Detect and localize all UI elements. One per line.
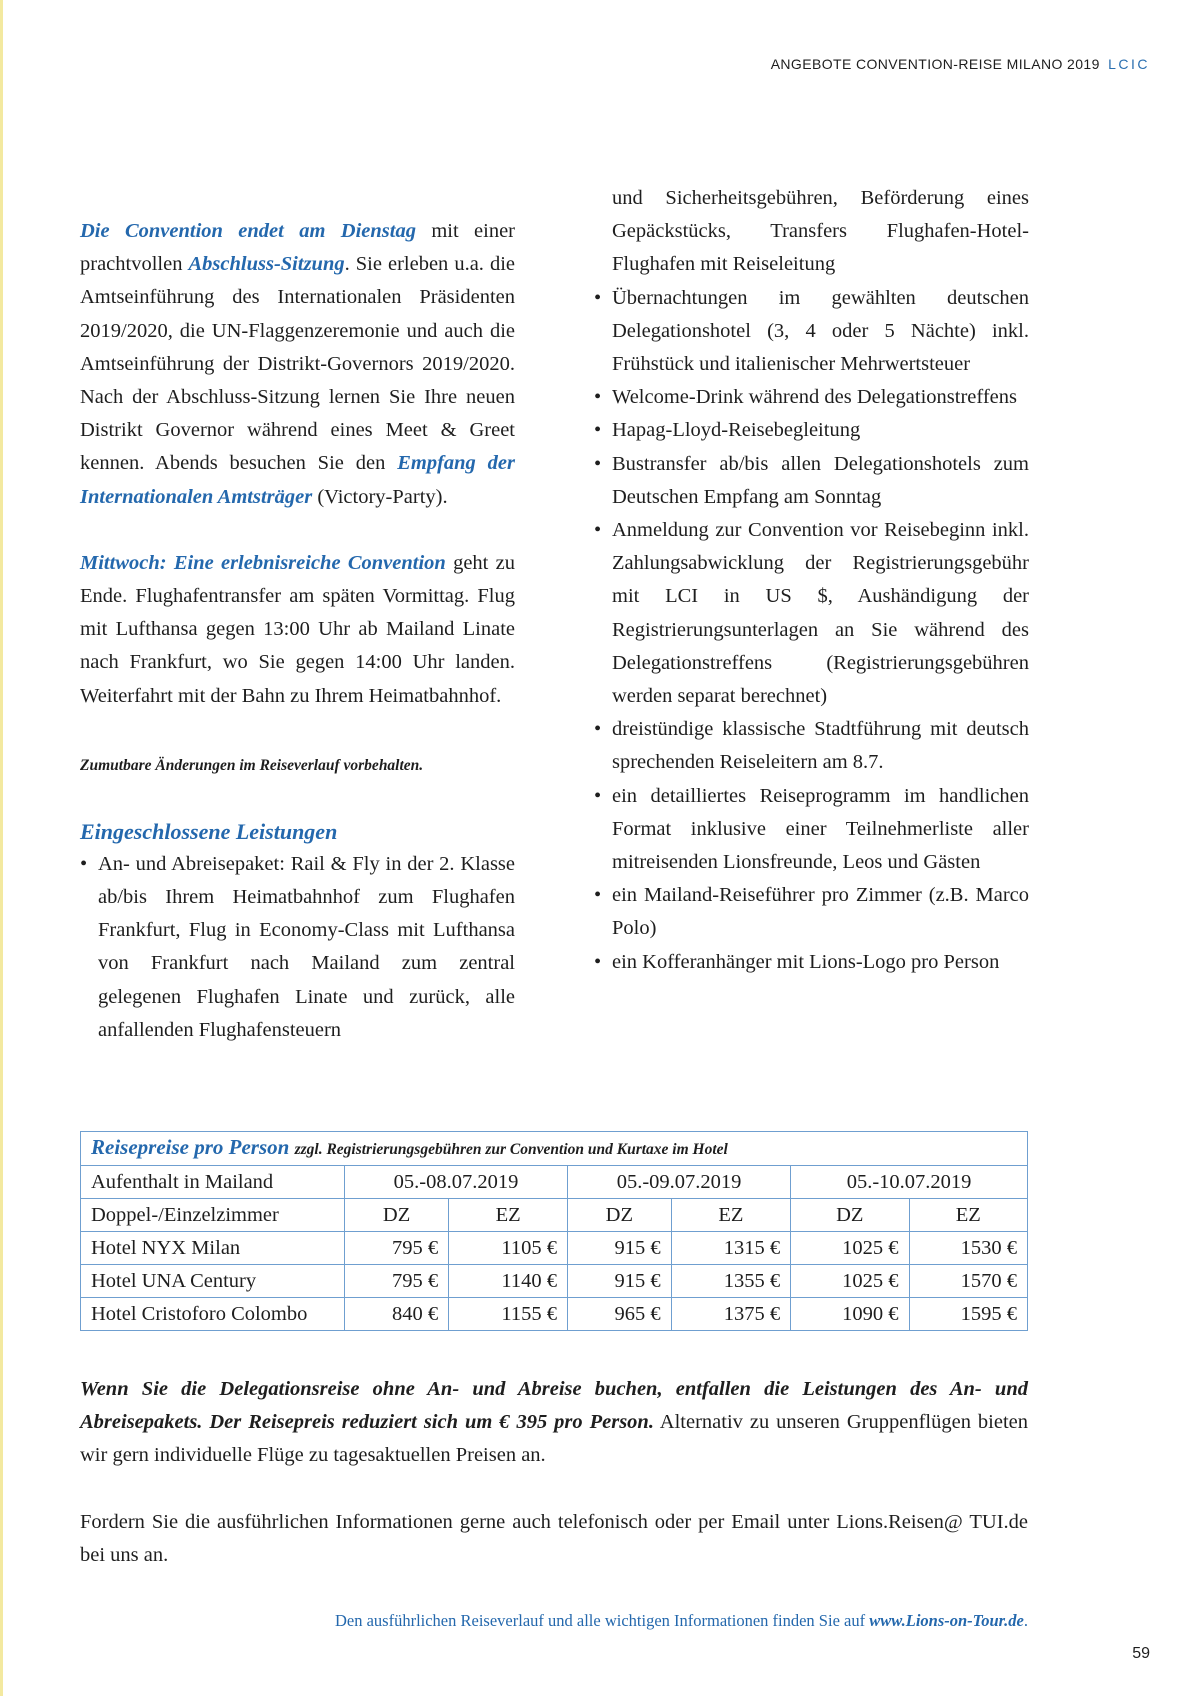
text-segment: (Victory-Party). (312, 485, 448, 508)
table-title: Reisepreise pro Person (91, 1135, 290, 1159)
discount-bold: Wenn Sie die Delegationsreise ohne An- und Abreise buchen, entfallen die Leistungen des An- und Abreisepakets. Der Reisepreis reduziert sich um € 395 pro Person. (80, 1378, 1028, 1434)
header-title: ANGEBOTE CONVENTION-REISE MILANO 2019 (770, 56, 1100, 72)
price-cell: 1570 € (909, 1265, 1027, 1298)
price-cell: 1025 € (791, 1265, 909, 1298)
highlight-convention-end: Die Convention endet am Dienstag (80, 220, 416, 242)
room-type-header: DZ (345, 1199, 449, 1232)
table-row-periods (81, 1166, 1028, 1199)
price-cell: 1140 € (449, 1265, 568, 1298)
hotel-name: Hotel Cristoforo Colombo (81, 1298, 345, 1331)
services-list-right (594, 282, 1029, 979)
paragraph-wednesday (80, 547, 515, 713)
room-type-header: EZ (671, 1199, 790, 1232)
price-cell: 1090 € (791, 1298, 909, 1331)
page-edge-line (0, 0, 3, 1696)
list-item: • Welcome-Drink während des Delegationstreffens (594, 381, 1029, 414)
text-segment: . Sie erleben u.a. die Amtseinführung des Internationalen Präsidenten 2019/2020, die UN-Flaggenzeremonie und auch die Amtseinführung der Distrikt-Governors 2019/2020. Nach der Abschluss-Sitzung lernen Sie Ihre neuen Distrikt Governor während eines Meet & Greet kennen. Abends besuchen Sie den (80, 253, 515, 475)
table-row (81, 1232, 1028, 1265)
list-item: • Hapag-Lloyd-Reisebegleitung (594, 414, 1029, 447)
price-cell: 1155 € (449, 1298, 568, 1331)
period-header: 05.-09.07.2019 (568, 1166, 791, 1199)
period-header: 05.-10.07.2019 (791, 1166, 1028, 1199)
price-cell: 795 € (345, 1265, 449, 1298)
room-type-header: EZ (449, 1199, 568, 1232)
table-row-room-types (81, 1199, 1028, 1232)
table-title-row (81, 1132, 1028, 1166)
paragraph-closing-session (80, 215, 515, 514)
list-item: • ein detailliertes Reiseprogramm im handlichen Format inklusive einer Teilnehmerliste aller mitreisenden Lionsfreunde, Leos und Gästen (594, 780, 1029, 880)
price-cell: 1025 € (791, 1232, 909, 1265)
changes-note: Zumutbare Änderungen im Reiseverlauf vorbehalten. (80, 756, 424, 774)
price-cell: 965 € (568, 1298, 672, 1331)
header-brand: LCIC (1108, 56, 1150, 72)
table-row (81, 1265, 1028, 1298)
hotel-name: Hotel UNA Century (81, 1265, 345, 1298)
period-header: 05.-08.07.2019 (345, 1166, 568, 1199)
list-item: • dreistündige klassische Stadtführung mit deutsch sprechenden Reiseleitern am 8.7. (594, 713, 1029, 779)
page-number: 59 (1132, 1645, 1150, 1662)
price-table (80, 1131, 1028, 1331)
footer-text: Den ausführlichen Reiseverlauf und alle wichtigen Informationen finden Sie auf (334, 1611, 870, 1630)
running-header (771, 56, 1150, 72)
price-cell: 840 € (345, 1298, 449, 1331)
right-column (594, 182, 1029, 979)
room-type-header: DZ (791, 1199, 909, 1232)
stay-label: Aufenthalt in Mailand (81, 1166, 345, 1199)
bullet-continuation: und Sicherheitsgebühren, Beförderung eines Gepäckstücks, Transfers Flughafen-Hotel-Flughafen mit Reiseleitung (612, 187, 1029, 276)
table-row (81, 1298, 1028, 1331)
text-segment: geht zu Ende. Flughafentransfer am späten Vormittag. Flug mit Lufthansa gegen 13:00 Uhr ab Mailand Linate nach Frankfurt, wo Sie gegen 14:00 Uhr landen. Weiterfahrt mit der Bahn zu Ihrem Heimatbahnhof. (80, 551, 515, 707)
room-label: Doppel-/Einzelzimmer (81, 1199, 345, 1232)
list-item: • ein Mailand-Reiseführer pro Zimmer (z.B. Marco Polo) (594, 879, 1029, 945)
table-title-cell (81, 1132, 1028, 1166)
footer-end: . (1023, 1611, 1028, 1630)
room-type-header: EZ (909, 1199, 1027, 1232)
list-item: • ein Kofferanhänger mit Lions-Logo pro Person (594, 946, 1029, 979)
price-cell: 1530 € (909, 1232, 1027, 1265)
price-cell: 1355 € (671, 1265, 790, 1298)
price-cell: 1315 € (671, 1232, 790, 1265)
price-cell: 1105 € (449, 1232, 568, 1265)
contact-text: Fordern Sie die ausführlichen Informationen gerne auch telefonisch oder per Email unter Lions.Reisen@ TUI.de bei uns an. (80, 1511, 1028, 1567)
discount-paragraph (80, 1373, 1028, 1473)
website-link[interactable]: www.Lions-on-Tour.de (869, 1611, 1024, 1630)
highlight-wednesday: Mittwoch: Eine erlebnisreiche Convention (80, 551, 446, 574)
footer-note (335, 1611, 1028, 1631)
highlight-reception: Empfang der Internationalen Amtsträger (80, 452, 515, 508)
hotel-name: Hotel NYX Milan (81, 1232, 345, 1265)
list-item: • Übernachtungen im gewählten deutschen Delegationshotel (3, 4 oder 5 Nächte) inkl. Frühstück und italienischer Mehrwertsteuer (594, 282, 1029, 382)
price-cell: 915 € (568, 1265, 672, 1298)
list-item: • Anmeldung zur Convention vor Reisebeginn inkl. Zahlungsabwicklung der Registrierungsgebühr mit LCI in US $, Aushändigung der Registrierungsunterlagen an Sie während des Delegationstreffens (Registrierungsgebühren werden separat berechnet) (594, 514, 1029, 713)
table-subtitle: zzgl. Registrierungsgebühren zur Convention und Kurtaxe im Hotel (294, 1141, 728, 1158)
price-cell: 915 € (568, 1232, 672, 1265)
text-segment: Alternativ zu unseren Gruppenflügen bieten wir gern individuelle Flüge zu tagesaktuellen Preisen an. (80, 1411, 1028, 1467)
list-item: • Bustransfer ab/bis allen Delegationshotels zum Deutschen Empfang am Sonntag (594, 448, 1029, 514)
discount-text (80, 1373, 1028, 1473)
price-cell: 1595 € (909, 1298, 1027, 1331)
price-cell: 1375 € (671, 1298, 790, 1331)
text-segment: mit einer prachtvollen (80, 220, 515, 276)
highlight-closing-session: Abschluss-Sitzung (188, 253, 345, 276)
left-column (80, 215, 515, 1047)
contact-paragraph (80, 1506, 1028, 1572)
price-cell: 795 € (345, 1232, 449, 1265)
list-item: • An- und Abreisepaket: Rail & Fly in der 2. Klasse ab/bis Ihrem Heimatbahnhof zum Flughafen Frankfurt, Flug in Economy-Class mit Lufthansa von Frankfurt nach Mailand zum zentral gelegenen Flughafen Linate und zurück, alle anfallenden Flughafensteuern (80, 848, 515, 1047)
room-type-header: DZ (568, 1199, 672, 1232)
services-list-left (80, 848, 515, 1047)
services-heading: Eingeschlossene Leistungen (80, 818, 338, 844)
